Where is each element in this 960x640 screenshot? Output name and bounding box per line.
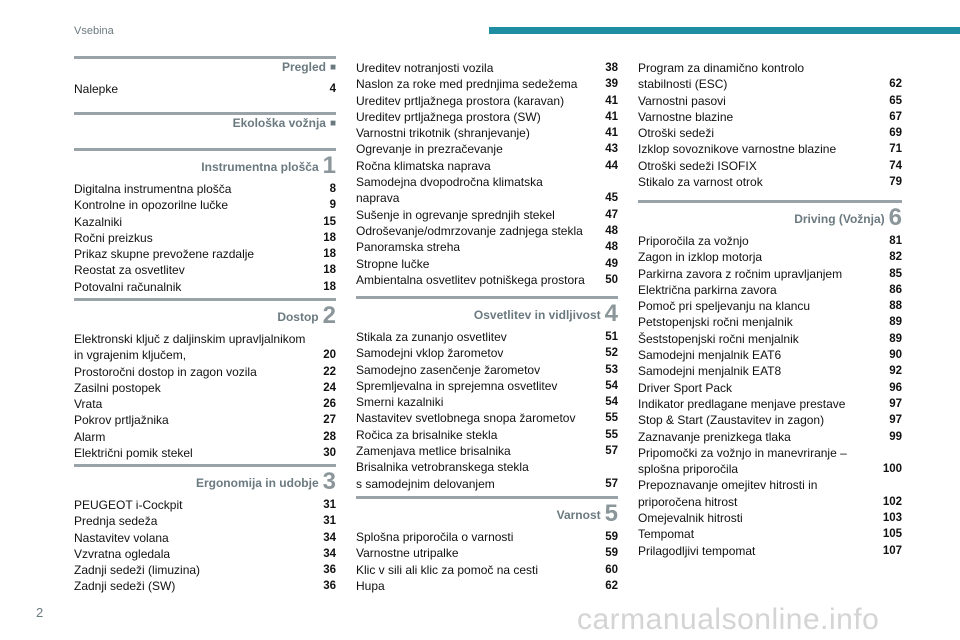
toc-entry[interactable]	[74, 181, 336, 197]
entry-page: 18	[323, 280, 336, 293]
entry-text: Šeststopenjski ročni menjalnik	[638, 331, 799, 346]
section-2	[74, 298, 336, 461]
entry-text: Zaznavanje prenizkega tlaka	[638, 429, 791, 444]
entry-page: 54	[605, 396, 618, 409]
section-title: Dostop	[277, 310, 319, 324]
section-1	[74, 148, 336, 295]
entry-text: Pomoč pri speljevanju na klancu	[638, 299, 811, 314]
entry-page: 97	[889, 397, 902, 410]
entry-text: Zamenjava metlice brisalnika	[356, 444, 511, 459]
entry-page: 69	[889, 127, 902, 140]
entry-text: Spremljevalna in sprejemna osvetlitev	[356, 378, 558, 393]
entry-page: 22	[323, 365, 336, 378]
header-bar	[489, 27, 960, 34]
toc-entry[interactable]	[74, 578, 336, 594]
section-5	[356, 496, 618, 594]
entry-page: 26	[323, 398, 336, 411]
entry-page: 30	[323, 447, 336, 460]
section-rule	[74, 148, 336, 151]
entry-page: 18	[323, 248, 336, 261]
toc-entry[interactable]	[356, 76, 618, 92]
entry-text: Samodejni vklop žarometov	[356, 346, 504, 361]
entry-text: Ročni preizkus	[74, 230, 153, 245]
toc-entry[interactable]	[356, 345, 618, 361]
entry-text: Panoramska streha	[356, 240, 461, 255]
entry-page: 36	[323, 564, 336, 577]
entry-page: 99	[889, 430, 902, 443]
entry-text: Klic v sili ali klic za pomoč na cesti	[356, 562, 539, 577]
toc-entry[interactable]	[638, 314, 902, 330]
entry-page: 45	[605, 192, 618, 205]
toc-entry[interactable]	[356, 109, 618, 125]
toc-entry[interactable]	[74, 230, 336, 246]
entry-page: 43	[605, 143, 618, 156]
toc-entry[interactable]	[356, 362, 618, 378]
entry-page: 65	[889, 94, 902, 107]
section-3	[74, 464, 336, 595]
entry-page: 97	[889, 414, 902, 427]
entry-text: Stop & Start (Zaustavitev in zagon)	[638, 413, 825, 428]
section-ekoloska	[74, 112, 336, 137]
page-number: 2	[36, 605, 44, 620]
section-number: 1	[322, 152, 336, 179]
entry-page: 60	[605, 563, 618, 576]
entry-page: 89	[889, 316, 902, 329]
entry-page: 62	[889, 78, 902, 91]
entry-page: 57	[605, 445, 618, 458]
entry-text: Otroški sedeži	[638, 126, 715, 141]
entry-text: Prednja sedeža	[74, 514, 158, 529]
entry-text: Kazalniki	[74, 214, 123, 229]
entry-page: 48	[605, 241, 618, 254]
toc-entry[interactable]	[356, 158, 618, 174]
entry-page: 89	[889, 332, 902, 345]
section-rule	[74, 298, 336, 301]
section-number: 4	[604, 300, 618, 327]
entry-page: 20	[323, 349, 336, 362]
toc-entry[interactable]	[638, 282, 902, 298]
section-pregled	[74, 56, 336, 97]
entry-text: Ureditev prtljažnega prostora (SW)	[356, 109, 541, 124]
entry-text: Samodejno zasenčenje žarometov	[356, 362, 541, 377]
toc-entry[interactable]	[74, 497, 336, 513]
section-number: 6	[888, 204, 902, 231]
entry-page: 86	[889, 283, 902, 296]
entry-page: 44	[605, 159, 618, 172]
entry-text: Zagon in izklop motorja	[638, 250, 763, 265]
entry-text: Tempomat	[638, 527, 695, 542]
entry-text: Digitalna instrumentna plošča	[74, 182, 232, 196]
toc-entry[interactable]	[74, 513, 336, 529]
entry-page: 59	[605, 531, 618, 543]
entry-page: 9	[329, 199, 336, 212]
entry-text: Zasilni postopek	[74, 380, 161, 395]
entry-text: Varnostni pasovi	[638, 93, 726, 108]
entry-page: 41	[605, 127, 618, 140]
entry-page: 24	[323, 381, 336, 394]
entry-text: Varnostne blazine	[638, 109, 734, 124]
entry-page: 52	[605, 347, 618, 360]
toc-entry[interactable]	[356, 562, 618, 578]
section-title: Driving (Vožnja)	[794, 212, 885, 226]
entry-page: 74	[889, 159, 902, 172]
toc-entry[interactable]	[638, 174, 902, 190]
toc-entry[interactable]	[356, 174, 618, 207]
entry-page: 41	[605, 94, 618, 107]
entry-text: Reostat za osvetlitev	[74, 263, 185, 278]
entry-text: Elektronski ključ z daljinskim upravljalnikom in vgrajenim ključem,	[74, 332, 306, 363]
section-ergonomija-cont	[356, 60, 618, 288]
toc-entry[interactable]	[356, 529, 618, 545]
toc-entry[interactable]	[74, 364, 336, 380]
toc-entry[interactable]	[74, 445, 336, 461]
section-title: Varnost	[556, 508, 601, 522]
entry-text: Prikaz skupne prevožene razdalje	[74, 247, 255, 262]
entry-text: Pokrov prtljažnika	[74, 413, 169, 428]
entry-page: 38	[605, 62, 618, 74]
entry-page: 54	[605, 379, 618, 392]
entry-page: 48	[605, 224, 618, 237]
entry-page: 28	[323, 430, 336, 443]
entry-text: Izklop sovoznikove varnostne blazine	[638, 142, 837, 157]
entry-text: Električni pomik stekel	[74, 446, 193, 461]
toc-entry[interactable]	[356, 239, 618, 255]
entry-page: 49	[605, 257, 618, 270]
entry-page: 4	[329, 83, 336, 95]
entry-text: Prilagodljivi tempomat	[638, 543, 756, 558]
entry-text: Vrata	[74, 397, 103, 412]
entry-text: Brisalnika vetrobranskega stekla s samodejnim delovanjem	[356, 460, 529, 491]
entry-text: Indikator predlagane menjave prestave	[638, 396, 846, 411]
entry-text: Smerni kazalniki	[356, 395, 444, 410]
toc-entry[interactable]	[638, 396, 902, 412]
toc-entry[interactable]	[74, 380, 336, 396]
entry-page: 105	[882, 528, 902, 541]
toc-entry[interactable]	[356, 93, 618, 109]
entry-text: Ogrevanje in prezračevanje	[356, 142, 503, 157]
entry-text: Prepoznavanje omejitev hitrosti in priporočena hitrost	[638, 478, 818, 509]
entry-text: Ročica za brisalnike stekla	[356, 427, 498, 442]
toc-entry[interactable]	[74, 546, 336, 562]
toc-entry[interactable]	[356, 459, 618, 492]
entry-page: 71	[889, 143, 902, 156]
toc-entry[interactable]	[638, 412, 902, 428]
entry-text: Vzvratna ogledala	[74, 546, 171, 561]
entry-text: Ureditev prtljažnega prostora (karavan)	[356, 93, 565, 108]
entry-page: 67	[889, 110, 902, 123]
entry-text: Alarm	[74, 429, 106, 444]
entry-text: Petstopenjski ročni menjalnik	[638, 315, 793, 330]
entry-page: 55	[605, 412, 618, 425]
toc-entry[interactable]	[356, 272, 618, 288]
section-4	[356, 296, 618, 492]
toc-entry[interactable]	[356, 427, 618, 443]
toc-entry[interactable]	[638, 543, 902, 559]
entry-page: 100	[882, 463, 902, 476]
toc-entry[interactable]	[638, 510, 902, 526]
entry-page: 88	[889, 300, 902, 313]
toc-entry[interactable]	[638, 331, 902, 347]
toc-entry[interactable]	[74, 412, 336, 428]
toc-entry[interactable]	[638, 526, 902, 542]
toc-entry[interactable]	[356, 207, 618, 223]
toc-entry[interactable]	[638, 445, 902, 478]
entry-page: 62	[605, 579, 618, 592]
entry-page: 92	[889, 365, 902, 378]
entry-text: Hupa	[356, 578, 385, 593]
entry-page: 59	[605, 547, 618, 560]
section-rule	[638, 200, 902, 203]
entry-page: 81	[889, 235, 902, 247]
toc-entry[interactable]	[356, 223, 618, 239]
section-title: Pregled	[281, 60, 326, 74]
entry-text: Priporočila za vožnjo	[638, 234, 749, 248]
entry-page: 31	[323, 515, 336, 528]
entry-page: 8	[329, 183, 336, 195]
toc-entry[interactable]	[356, 394, 618, 410]
toc-entry[interactable]	[638, 477, 902, 510]
toc-entry[interactable]	[356, 141, 618, 157]
entry-page: 55	[605, 428, 618, 441]
toc-entry[interactable]	[356, 125, 618, 141]
toc-entry[interactable]	[638, 363, 902, 379]
entry-page: 34	[323, 547, 336, 560]
entry-page: 103	[882, 512, 902, 525]
entry-page: 27	[323, 414, 336, 427]
entry-text: Potovalni računalnik	[74, 279, 182, 294]
section-6	[638, 200, 902, 559]
toc-entry[interactable]	[356, 256, 618, 272]
toc-entry[interactable]	[356, 329, 618, 345]
toc-entry[interactable]	[638, 109, 902, 125]
entry-page: 18	[323, 231, 336, 244]
entry-page: 34	[323, 531, 336, 544]
entry-page: 50	[605, 273, 618, 286]
entry-page: 107	[882, 544, 902, 557]
entry-page: 53	[605, 363, 618, 376]
entry-text: Varnostni trikotnik (shranjevanje)	[356, 126, 530, 141]
entry-text: Naslon za roke med prednjima sedežema	[356, 77, 578, 92]
entry-text: Zadnji sedeži (SW)	[74, 579, 176, 594]
toc-entry[interactable]	[74, 262, 336, 278]
entry-text: Odroševanje/odmrzovanje zadnjega stekla	[356, 223, 583, 238]
entry-text: Samodejni menjalnik EAT6	[638, 348, 782, 363]
toc-entry[interactable]	[356, 443, 618, 459]
section-number: 2	[322, 302, 336, 329]
toc-entry[interactable]	[638, 125, 902, 141]
entry-text: Samodejna dvopodročna klimatska naprava	[356, 175, 543, 206]
entry-text: Driver Sport Pack	[638, 380, 733, 395]
entry-page: 102	[882, 495, 902, 508]
entry-text: Nalepke	[74, 82, 119, 96]
entry-text: Parkirna zavora z ročnim upravljanjem	[638, 266, 843, 281]
section-varnost-cont	[638, 60, 902, 190]
entry-text: Stikalo za varnost otrok	[638, 175, 763, 190]
toc-entry[interactable]	[74, 429, 336, 445]
watermark: carmanualsonline.info	[577, 603, 880, 636]
toc-entry[interactable]	[74, 81, 336, 97]
section-rule	[74, 56, 336, 59]
entry-text: Električna parkirna zavora	[638, 282, 777, 297]
toc-entry[interactable]	[74, 530, 336, 546]
entry-text: Pripomočki za vožnjo in manevriranje – splošna priporočila	[638, 445, 847, 477]
toc-entry[interactable]	[638, 380, 902, 396]
section-marker-icon: ■	[329, 62, 336, 73]
entry-text: Splošna priporočila o varnosti	[356, 530, 514, 544]
toc-entry[interactable]	[74, 214, 336, 230]
entry-page: 90	[889, 349, 902, 362]
section-rule	[74, 464, 336, 467]
section-rule	[356, 496, 618, 499]
section-rule	[356, 296, 618, 299]
toc-entry[interactable]	[356, 545, 618, 561]
entry-page: 82	[889, 251, 902, 264]
entry-text: Sušenje in ogrevanje sprednjih stekel	[356, 207, 555, 222]
entry-text: Varnostne utripalke	[356, 546, 459, 561]
toc-entry[interactable]	[638, 266, 902, 282]
toc-entry[interactable]	[638, 233, 902, 249]
entry-text: Otroški sedeži ISOFIX	[638, 158, 757, 173]
toc-entry[interactable]	[638, 158, 902, 174]
section-title: Ergonomija in udobje	[195, 476, 319, 490]
toc-entry[interactable]	[356, 378, 618, 394]
section-title: Instrumentna plošča	[201, 160, 319, 174]
entry-page: 96	[889, 381, 902, 394]
entry-text: Prostoročni dostop in zagon vozila	[74, 364, 257, 379]
toc-entry[interactable]	[74, 331, 336, 364]
toc-entry[interactable]	[638, 141, 902, 157]
entry-page: 57	[605, 477, 618, 490]
toc-entry[interactable]	[356, 410, 618, 426]
header-label: Vsebina	[74, 25, 114, 37]
entry-page: 79	[889, 176, 902, 189]
entry-text: Stikala za zunanjo osvetlitev	[356, 330, 507, 344]
section-number: 3	[322, 468, 336, 495]
entry-page: 85	[889, 267, 902, 280]
entry-text: Kontrolne in opozorilne lučke	[74, 198, 229, 213]
entry-page: 18	[323, 264, 336, 277]
entry-page: 31	[323, 499, 336, 511]
entry-text: Ureditev notranjosti vozila	[356, 61, 494, 75]
section-title: Ekološka vožnja	[232, 116, 326, 130]
toc-entry[interactable]	[638, 429, 902, 445]
section-title: Osvetlitev in vidljivost	[473, 308, 601, 322]
toc-entry[interactable]	[356, 578, 618, 594]
entry-text: PEUGEOT i-Cockpit	[74, 498, 183, 512]
toc-entry[interactable]	[638, 298, 902, 314]
toc-entry[interactable]	[638, 60, 902, 93]
entry-text: Nastavitev volana	[74, 530, 169, 545]
toc-entry[interactable]	[74, 396, 336, 412]
entry-text: Omejevalnik hitrosti	[638, 511, 743, 526]
entry-page: 47	[605, 208, 618, 221]
entry-text: Nastavitev svetlobnega snopa žarometov	[356, 411, 576, 426]
toc-entry[interactable]	[74, 279, 336, 295]
toc-entry[interactable]	[74, 246, 336, 262]
entry-page: 15	[323, 215, 336, 228]
entry-text: Program za dinamično kontrolo stabilnosti (ESC)	[638, 61, 805, 92]
section-marker-icon: ■	[329, 118, 336, 129]
section-number: 5	[604, 500, 618, 527]
toc-entry[interactable]	[74, 197, 336, 213]
toc-entry[interactable]	[638, 347, 902, 363]
toc-entry[interactable]	[74, 562, 336, 578]
toc-entry[interactable]	[638, 249, 902, 265]
entry-text: Zadnji sedeži (limuzina)	[74, 563, 201, 578]
entry-text: Stropne lučke	[356, 256, 430, 271]
toc-entry[interactable]	[356, 60, 618, 76]
toc-entry[interactable]	[638, 93, 902, 109]
entry-page: 39	[605, 78, 618, 91]
entry-page: 41	[605, 110, 618, 123]
section-rule	[74, 112, 336, 115]
entry-page: 36	[323, 580, 336, 593]
entry-text: Samodejni menjalnik EAT8	[638, 364, 782, 379]
entry-text: Ročna klimatska naprava	[356, 158, 491, 173]
entry-page: 51	[605, 331, 618, 343]
entry-text: Ambientalna osvetlitev potniškega prostora	[356, 272, 585, 287]
